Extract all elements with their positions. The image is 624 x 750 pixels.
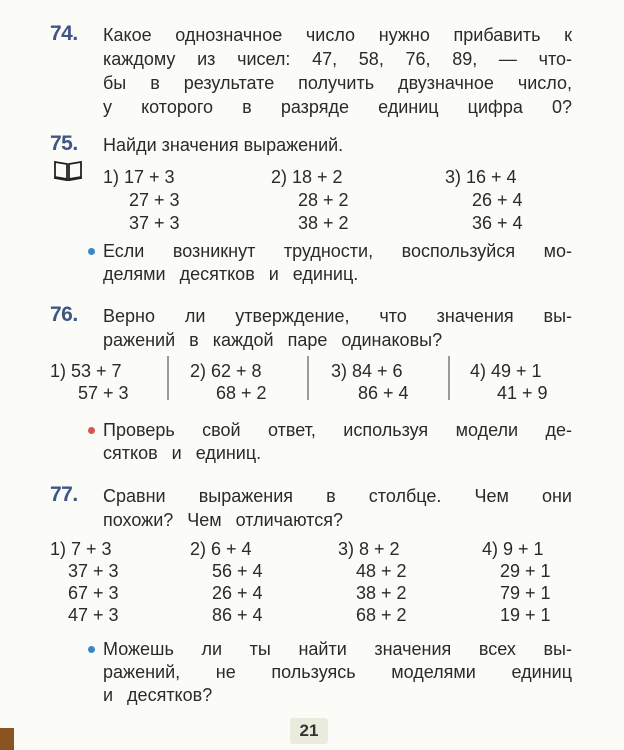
task-number: 74.	[50, 22, 78, 45]
separator	[167, 356, 169, 400]
task-text-line: ражений в каждой паре одинаковы?	[103, 330, 443, 350]
task-number: 75.	[50, 132, 78, 155]
hint-line: делями десятков и единиц.	[103, 264, 359, 284]
hint-line: ражений, не пользуясь моделями единиц	[103, 662, 572, 682]
expression: 19 + 1	[500, 605, 551, 625]
expression: 3) 16 + 4	[445, 167, 517, 187]
task-text-line: у которого в разряде единиц цифра 0?	[103, 97, 572, 117]
expression: 37 + 3	[129, 213, 180, 233]
expression: 3) 84 + 6	[331, 361, 403, 381]
hint-bullet	[88, 646, 95, 653]
expression: 68 + 2	[216, 383, 267, 403]
expression: 67 + 3	[68, 583, 119, 603]
expression: 37 + 3	[68, 561, 119, 581]
expression: 41 + 9	[497, 383, 548, 403]
expression: 38 + 2	[356, 583, 407, 603]
task-text-line: Верно ли утверждение, что значения вы-	[103, 306, 572, 326]
expression: 79 + 1	[500, 583, 551, 603]
separator	[307, 356, 309, 400]
hint-line: сятков и единиц.	[103, 443, 262, 463]
expression: 36 + 4	[472, 213, 523, 233]
expression: 3) 8 + 2	[338, 539, 400, 559]
page-number: 21	[290, 718, 328, 744]
expression: 26 + 4	[472, 190, 523, 210]
expression: 86 + 4	[212, 605, 263, 625]
expression: 28 + 2	[298, 190, 349, 210]
expression: 26 + 4	[212, 583, 263, 603]
expression: 57 + 3	[78, 383, 129, 403]
expression: 48 + 2	[356, 561, 407, 581]
task-number: 77.	[50, 483, 78, 506]
hint-line: Если возникнут трудности, воспользуйся мо-	[103, 241, 572, 261]
task-text-line: бы в результате получить двузначное число,	[103, 73, 572, 93]
task-text-line: Какое однозначное число нужно прибавить к	[103, 25, 572, 45]
hint-line: Можешь ли ты найти значения всех вы-	[103, 639, 572, 659]
hint-bullet	[88, 248, 95, 255]
book-icon	[53, 159, 83, 181]
expression: 68 + 2	[356, 605, 407, 625]
task-number: 76.	[50, 303, 78, 326]
task-text-line: Найди значения выражений.	[103, 135, 344, 155]
expression: 1) 17 + 3	[103, 167, 175, 187]
task-text-line: похожи? Чем отличаются?	[103, 510, 343, 530]
hint-line: и десятков?	[103, 685, 213, 705]
hint-bullet	[88, 427, 95, 434]
task-text-line: Сравни выражения в столбце. Чем они	[103, 486, 572, 506]
expression: 38 + 2	[298, 213, 349, 233]
expression: 2) 6 + 4	[190, 539, 252, 559]
expression: 4) 9 + 1	[482, 539, 544, 559]
expression: 86 + 4	[358, 383, 409, 403]
expression: 2) 18 + 2	[271, 167, 343, 187]
expression: 27 + 3	[129, 190, 180, 210]
expression: 56 + 4	[212, 561, 263, 581]
expression: 2) 62 + 8	[190, 361, 262, 381]
expression: 47 + 3	[68, 605, 119, 625]
expression: 1) 7 + 3	[50, 539, 112, 559]
hint-line: Проверь свой ответ, используя модели де-	[103, 420, 572, 440]
task-text-line: каждому из чисел: 47, 58, 76, 89, — что-	[103, 49, 572, 69]
expression: 1) 53 + 7	[50, 361, 122, 381]
page-corner-mark	[0, 728, 14, 750]
expression: 4) 49 + 1	[470, 361, 542, 381]
expression: 29 + 1	[500, 561, 551, 581]
separator	[448, 356, 450, 400]
